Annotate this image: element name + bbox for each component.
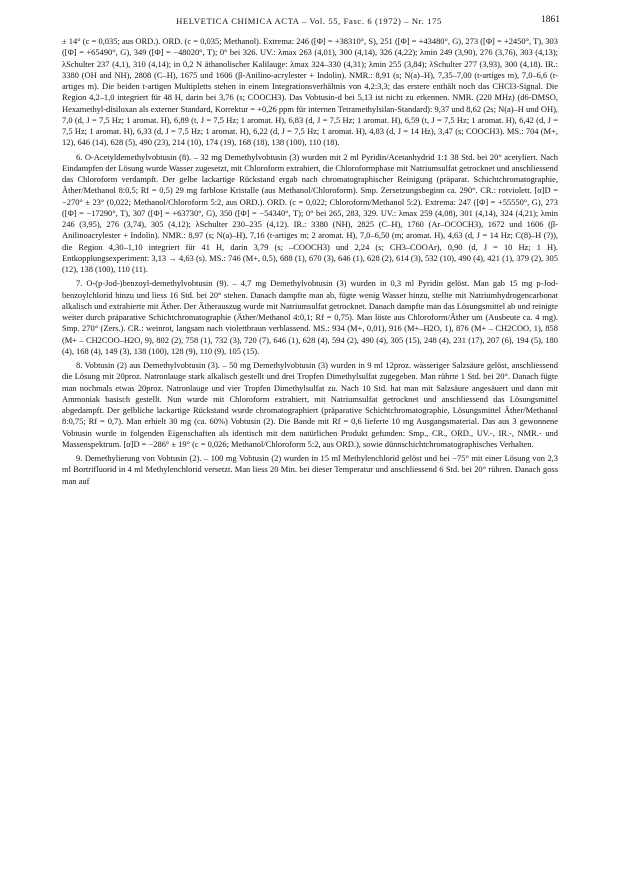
paragraph-spectral-data: ± 14° (c = 0,035; aus ORD.). ORD. (c = 0,035; Methanol). Extrema: 246 ([Φ] = +38310°, S), 251 ([Φ] = +43480°, G), 273 ([Φ] = +2450°, T), 303 ([Φ] = +65490°, G), 349 ([Φ] = −48020°, T); 0° bei 326. UV.: λmax 263 (4,01), 300 (4,14), 326 (4,22); λmin 249 (3,90), 276 (3,76), 303 (4,13); λSchulter 237 (4,1), 310 (4,14); in 0,2 N äthanolischer Kalilauge: λmax 324–330 (4,31); λmin 255 (3,84); λSchulter 277 (3,93), 300 (4,18). IR.: 3380 (OH and NH), 2808 (C–H), 1675 und 1606 (β-Anilino-acrylester + Indolin). NMR.: 8,91 (s; N(a)–H), 7,35–7,00 (t-artiges m), 7,0–6,6 (t-artiges m). Die beiden t-artigen Multipletts stehen in einem Integrationsverhältnis von 4,2:3,3; das erstere enthält noch das CHCl3-Signal. Die Region 4,2–1,0 integriert für 48 H, darin bei 3,76 (s; COOCH3). Das Vobtusin-d bei 5,13 ist nicht zu erkennen. NMR. (220 MHz) (d6-DMSO, Hexamethyl-disiloxan als externer Standard, Korrektur = +0,26 ppm für internen Tetramethylsilan-Standard): 9,37 und 8,62 (2s; N(a)–H und OH), 7,0 (d, J = 7,5 Hz; 1 aromat. H), 6,89 (t, J = 7,5 Hz; 1 aromat. H), 6,83 (d, J = 7,5 Hz; 1 aromat. H), 6,59 (t, J = 7,5 Hz; 1 aromat. H), 6,42 (d, J = 7,5 Hz; 1 aromat. H), 6,33 (d, J = 7,5 Hz; 1 aromat. H), 6,22 (d, J = 7,5 Hz; 1 aromat. H), 4,83 (d, J = 14 Hz), 3,47 (s; COOCH3). MS.: 704 (M+, 12), 646 (14), 628 (5), 490 (23), 214 (10), 174 (19), 168 (18), 138 (100), 110 (18). <box>62 36 558 148</box>
article-body <box>62 36 558 487</box>
paragraph-section-6: 6. O-Acetyldemethylvobtusin (8). – 32 mg Demethylvobtusin (3) wurden mit 2 ml Pyridin/Acetanhydrid 1:1 38 Std. bei 20° acetyliert. Nach Eindampfen der Lösung wurde Wasser zugesetzt, mit Chloroform extrahiert, die Chloroformphase mit Natriumsulfat getrocknet und anschliessend das Chloroform verdampft. Der gelbe lackartige Rückstand ergab nach chromatographischer Reinigung (präparat. Schichtchromatographie, Äther/Methanol 8:0,5; Rf = 0,5) 29 mg farblose Kristalle (aus Methanol/Chloroform). Smp. Zersetzungsbeginn ca. 290°. CR.: rotviolett. [α]D = −270° ± 23° (0,022; Methanol/Chloroform 5:2, aus ORD.). ORD. (c = 0,022; Chloroform/Methanol 5:2). Extrema: 247 ([Φ] = +55550°, G), 273 ([Φ] = −17290°, T), 307 ([Φ] = +63730°, G), 350 ([Φ] = −54340°, T); 0° bei 265, 283, 329. UV.: λmax 259 (4,08), 301 (4,14), 324 (4,21); λmin 246 (3,95), 276 (3,74), 305 (4,12); λSchulter 230–235 (4,12). IR.: 3380 (NH), 2825 (C–H), 1760 (Ar–OCOCH3), 1672 und 1606 (β-Anilinoacrylester + Indolin). NMR.: 8,97 (s; N(a)–H), 7,16 (t-artiges m; 2 aromat. H), 7,0–6,50 (m; aromat. H), 4,63 (d, J = 14 Hz; C(8)–H (?)), die Region 4,30–1,10 integriert für 41 H, darin 3,79 (s; –COOCH3) und 2,24 (s; CH3–COOAr), 0,90 (d, J = 10 Hz; 1 H). Entkopplungsexperiment: 3,13 → 4,63 (s). MS.: 746 (M+, 0,5), 688 (1), 670 (3), 646 (1), 628 (2), 614 (3), 532 (10), 490 (4), 421 (1), 379 (2), 305 (12), 138 (100), 110 (11). <box>62 151 558 274</box>
page-number: 1861 <box>541 15 560 25</box>
paragraph-section-8: 8. Vobtusin (2) aus Demethylvobtusin (3). – 50 mg Demethylvobtusin (3) wurden in 9 ml 12proz. wässeriger Salzsäure gelöst, anschliessend die Lösung mit 20proz. Natronlauge stark alkalisch gestellt und drei Tropfen Dimethylsulfat zugegeben. Man rührte 1 Std. bei 20°. Danach fügte man nochmals etwas 20proz. Natronlauge und vier Tropfen Dimethylsulfat zu. Nach 10 Std. hat man mit Salzsäure angesäuert und dann mit Ammoniak basisch gestellt. Nun wurde mit Chloroform extrahiert, mit Natriumsulfat getrocknet und anschliessend das Lösungsmittel abgedampft. Der gelbliche lackartige Rückstand wurde chromatographiert (präparative Schichtchromatographie, Lösungsmittel Äther/Methanol 8:0,75; Rf = 0,7). Man erhielt 30 mg (ca. 60%) Vobtusin (2). Die Bande mit Rf = 0,6 lieferte 10 mg Ausgangsmaterial. Das aus 3 gewonnene Vobtusin wurde in folgenden Eigenschaften als identisch mit dem natürlichen Produkt gefunden: Smp., CR., ORD., UV.-, IR.-, NMR.- und Massenspektrum. [α]D = −286° ± 19° (c = 0,026; Methanol/Chloroform 5:2, aus ORD.), sowie dünnschichtchromatographisches Verhalten. <box>62 360 558 449</box>
paragraph-section-9: 9. Demethylierung von Vobtusin (2). – 100 mg Vobtusin (2) wurden in 15 ml Methylenchlorid gelöst und bei −75° mit einer Lösung von 2,3 ml Bortrifluorid in 4 ml Methylenchlorid versetzt. Man liess 20 Min. bei dieser Temperatur und anschliessend 6 Std. bei 20° rühren. Danach goss man auf <box>62 453 558 486</box>
paragraph-section-7: 7. O-(p-Jod-)benzoyl-demethylvobtusin (9). – 4,7 mg Demethylvobtusin (3) wurden in 0,3 ml Pyridin gelöst. Man gab 15 mg p-Jod-benzoylchlorid hinzu und liess 16 Std. bei 20° stehen. Danach dampfte man ab, fügte wenig Wasser hinzu, stellte mit Natriumhydrogencarbonat alkalisch und extrahierte mit Äther. Der Ätherauszug wurde mit Natriumsulfat getrocknet. Danach dampfte man das Lösungsmittel ab und reinigte weiter durch präparative Schichtchromatographie (Äther/Methanol 4:0,1; Rf = 0,75). Man löste aus Chloroform/Äther um (Ausbeute ca. 4 mg). Smp. 270° (Zers.). CR.: weinrot, langsam nach violettbraun verblassend. MS.: 934 (M+, 0,01), 916 (M+–H2O, 1), 876 (M+ – CH2COO, 1), 858 (M+ – CH2COO–H2O, 9), 802 (2), 758 (1), 732 (3), 720 (7), 646 (1), 628 (4), 594 (2), 490 (4), 305 (15), 248 (4), 231 (17), 207 (6), 194 (5), 180 (4), 168 (4), 149 (3), 138 (100), 128 (9), 110 (9), 105 (15). <box>62 278 558 356</box>
running-header: HELVETICA CHIMICA ACTA – Vol. 55, Fasc. 6 (1972) – Nr. 175 <box>176 16 442 26</box>
